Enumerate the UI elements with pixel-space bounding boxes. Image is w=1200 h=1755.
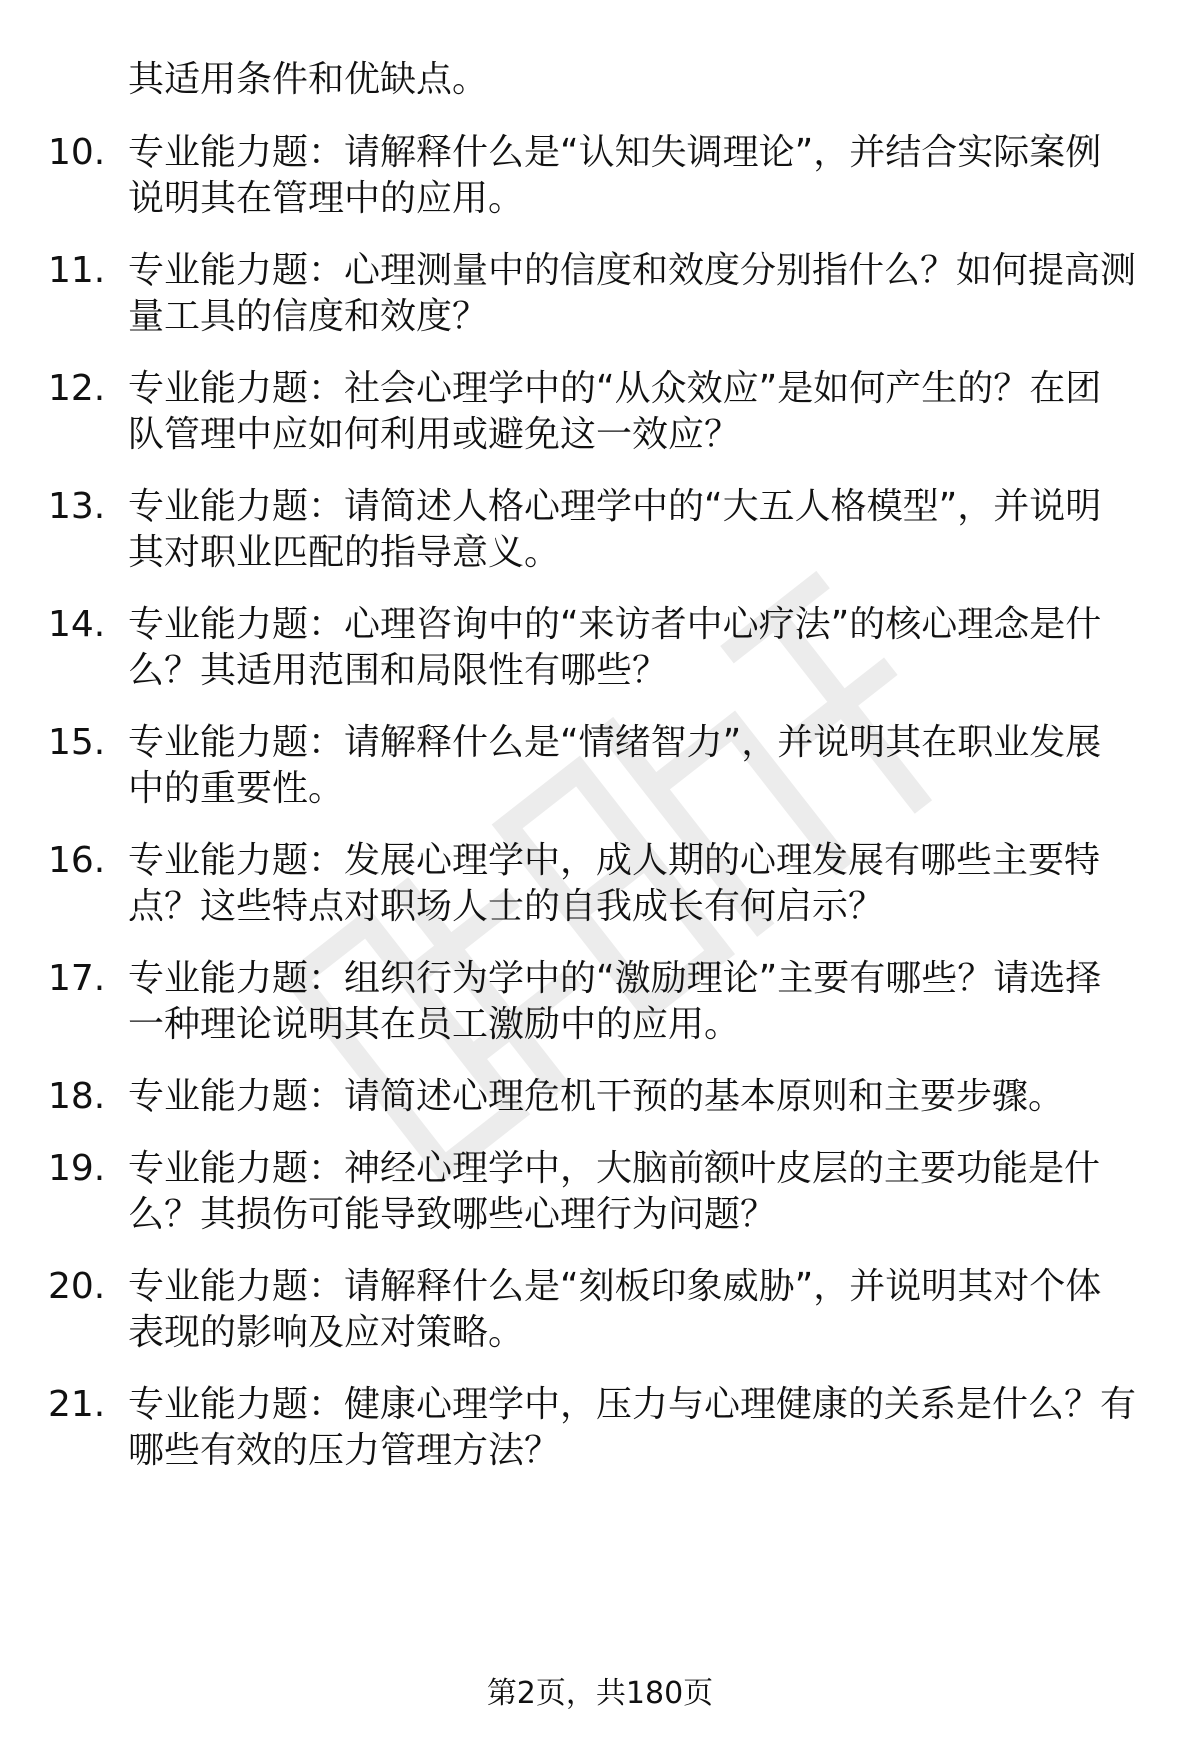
- item-text-line-1: 专业能力题：请解释什么是“认知失调理论”，并结合实际案例: [128, 132, 1102, 173]
- item-text-line-2: 表现的影响及应对策略。: [128, 1312, 525, 1353]
- item-text-line-2: 点？这些特点对职场人士的自我成长有何启示？: [128, 886, 885, 927]
- item-text-line-1: 专业能力题：发展心理学中，成人期的心理发展有哪些主要特: [128, 840, 1101, 881]
- item-number: 21.: [48, 1384, 106, 1425]
- item-text-line-2: 一种理论说明其在员工激励中的应用。: [128, 1004, 741, 1045]
- item-text-line-2: 哪些有效的压力管理方法？: [128, 1430, 561, 1471]
- page-footer: 第2页，共180页: [486, 1676, 714, 1711]
- item-text-line-1: 专业能力题：请简述人格心理学中的“大五人格模型”，并说明: [128, 486, 1102, 527]
- item-text-line-2: 量工具的信度和效度？: [128, 296, 489, 337]
- item-text-line-1: 专业能力题：社会心理学中的“从众效应”是如何产生的？在团: [128, 368, 1102, 409]
- lead-line: 其适用条件和优缺点。: [128, 59, 489, 100]
- item-number: 14.: [48, 604, 106, 645]
- item-text-line-1: 专业能力题：心理测量中的信度和效度分别指什么？如何提高测: [128, 250, 1137, 291]
- item-number: 12.: [48, 368, 106, 409]
- item-text-line-2: 队管理中应如何利用或避免这一效应？: [128, 414, 741, 455]
- item-text-line-2: 么？其适用范围和局限性有哪些？: [128, 650, 669, 691]
- item-text-line-1: 专业能力题：神经心理学中，大脑前额叶皮层的主要功能是什: [128, 1148, 1101, 1189]
- item-text-line-1: 专业能力题：请简述心理危机干预的基本原则和主要步骤。: [128, 1076, 1065, 1117]
- item-number: 11.: [48, 250, 106, 291]
- item-text-line-1: 专业能力题：组织行为学中的“激励理论”主要有哪些？请选择: [128, 958, 1102, 999]
- item-text-line-2: 说明其在管理中的应用。: [128, 178, 525, 219]
- item-text-line-1: 专业能力题：请解释什么是“刻板印象威胁”，并说明其对个体: [128, 1266, 1102, 1307]
- item-number: 19.: [48, 1148, 106, 1189]
- item-number: 16.: [48, 840, 106, 881]
- item-number: 20.: [48, 1266, 106, 1307]
- item-number: 15.: [48, 722, 106, 763]
- item-text-line-2: 中的重要性。: [128, 768, 345, 809]
- item-number: 10.: [48, 132, 106, 173]
- item-text-line-1: 专业能力题：请解释什么是“情绪智力”，并说明其在职业发展: [128, 722, 1102, 763]
- item-text-line-1: 专业能力题：心理咨询中的“来访者中心疗法”的核心理念是什: [128, 604, 1102, 645]
- item-text-line-1: 专业能力题：健康心理学中，压力与心理健康的关系是什么？有: [128, 1384, 1137, 1425]
- item-text-line-2: 其对职业匹配的指导意义。: [128, 532, 561, 573]
- item-text-line-2: 么？其损伤可能导致哪些心理行为问题？: [128, 1194, 777, 1235]
- item-number: 13.: [48, 486, 106, 527]
- item-number: 18.: [48, 1076, 106, 1117]
- item-number: 17.: [48, 958, 106, 999]
